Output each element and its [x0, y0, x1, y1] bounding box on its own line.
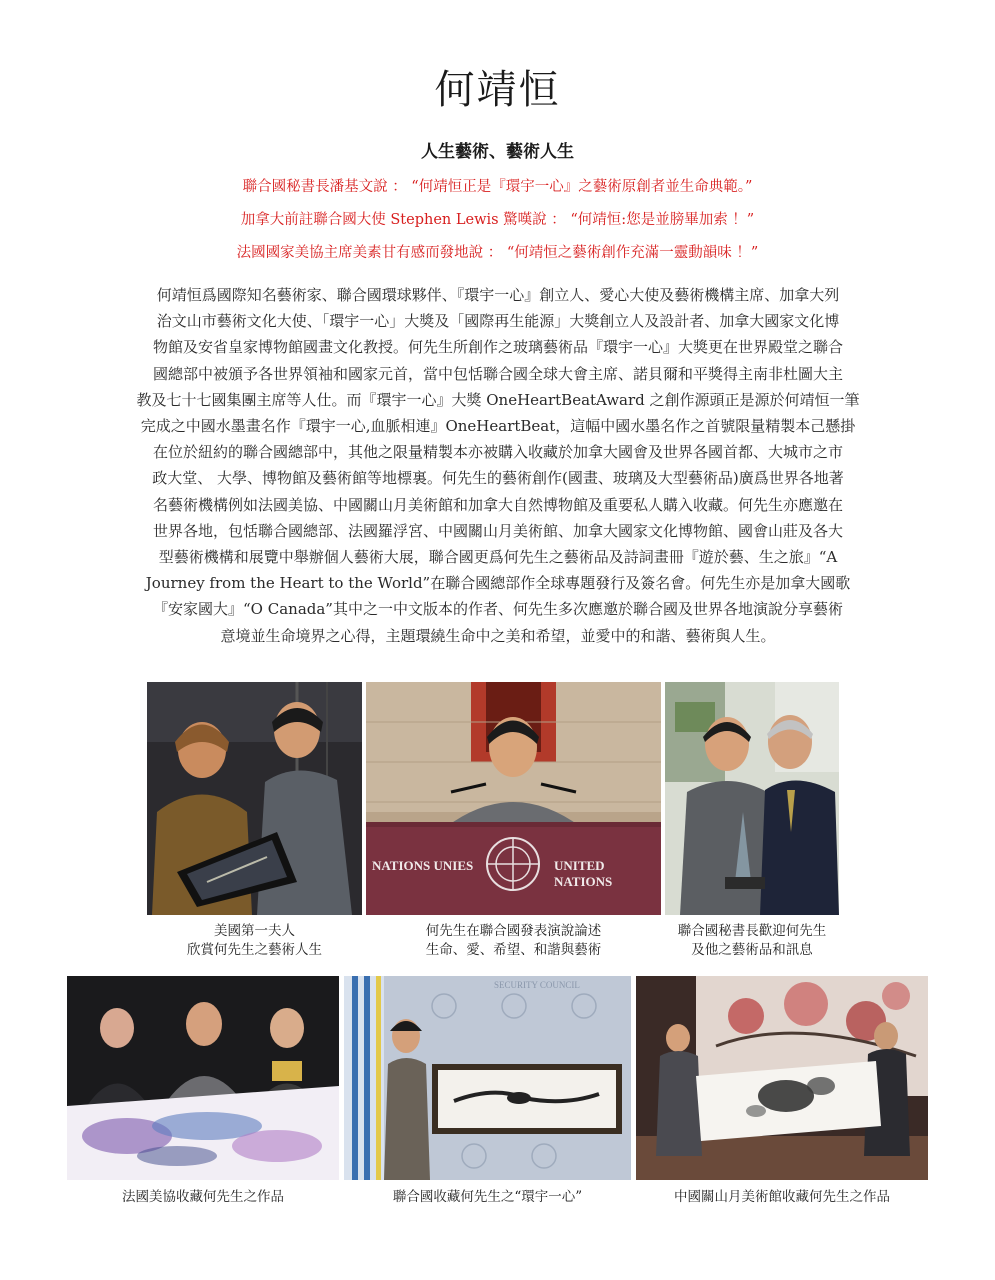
caption-line: 及他之藝術品和訊息 — [691, 942, 813, 958]
photo-first-lady — [147, 682, 362, 915]
caption-line: 何先生在聯合國發表演說論述 — [425, 923, 602, 939]
biography-line: 何靖恒爲國際知名藝術家、聯合國環球夥伴、『環宇一心』創立人、愛心大使及藝術機構主席、加拿大列 — [156, 286, 840, 304]
biography-line: 政大堂、 大學、博物館及藝術館等地標裏。何先生的藝術創作(國畫、玻璃及大型藝術品)廣爲世界各地著 — [152, 469, 844, 488]
caption-un-collection: 聯合國收藏何先生之“環宇一心” — [392, 1189, 583, 1205]
caption-un-speech — [366, 922, 661, 960]
wall-text: SECURITY COUNCIL — [494, 980, 580, 990]
biography-line: 教及七十七國集團主席等人仕。而『環宇一心』大獎 OneHeartBeatAward 之創作源頭正是源於何靖恒一筆 — [136, 390, 860, 409]
biography-line: 意境並生命境界之心得，主題環繞生命中之美和希望，並愛中的和諧、藝術與人生。 — [220, 626, 776, 645]
podium-text-left: NATIONS UNIES — [372, 858, 474, 873]
biography-line: 名藝術機構例如法國美協、中國關山月美術館和加拿大自然博物館及重要私人購入收藏。何先生亦應邀在 — [152, 495, 843, 514]
caption-french-association: 法國美協收藏何先生之作品 — [122, 1189, 284, 1205]
caption-guan-shanyue-museum: 中國關山月美術館收藏何先生之作品 — [674, 1189, 890, 1205]
biography-line: 物館及安省皇家博物館國畫文化教授。何先生所創作之玻璃藝術品『環宇一心』大獎更在世界殿堂之聯合 — [152, 338, 843, 357]
biography-line: 世界各地，包恬聯合國總部、法國羅浮宮、中國關山月美術館、加拿大國家文化博物館、國會山莊及各大 — [152, 521, 843, 540]
biography-line: 完成之中國水墨畫名作『環宇一心,血脈相連』OneHeartBeat，這幅中國水墨名作之首號限量精製本己懸掛 — [140, 417, 856, 436]
biography-line: Journey from the Heart to the World”在聯合國總部作全球專題發行及簽名會。何先生亦是加拿大國歌 — [145, 574, 851, 593]
page-subtitle: 人生藝術、藝術人生 — [421, 142, 574, 162]
podium-text-right: UNITED NATIONS — [554, 858, 613, 889]
photo-secretary-general — [665, 682, 839, 915]
caption-line: 美國第一夫人 — [214, 923, 295, 939]
photo-un-collection — [344, 976, 631, 1180]
photo-un-speech — [366, 682, 661, 915]
page-title: 何靖恒 — [434, 67, 561, 113]
caption-line: 聯合國秘書長歡迎何先生 — [677, 923, 827, 939]
biography-paragraph — [122, 282, 874, 649]
quotes-block — [0, 174, 995, 273]
biography-line: 型藝術機構和展覽中舉辦個人藝術大展，聯合國更爲何先生之藝術品及詩詞畫冊『遊於藝、生之旅』“A — [158, 548, 838, 567]
caption-secretary-general — [665, 922, 839, 960]
quote-ban-ki-moon: 聯合國秘書長潘基文說 ： “何靖恒正是『環宇一心』之藝術原創者並生命典範。” — [242, 179, 753, 195]
quote-stephen-lewis: 加拿大前註聯合國大使 Stephen Lewis 驚嘆說 ： “何靖恒:您是並膀畢加索 ！” — [240, 212, 755, 228]
biography-line: 治文山市藝術文化大使、「環宇一心」大獎及「國際再生能源」大獎創立人及設計者、加拿大國家文化博 — [156, 312, 840, 331]
biography-line: 『安家國大』“O Canada”其中之一中文版本的作者、何先生多次應邀於聯合國及世界各地演說分享藝術 — [153, 600, 843, 619]
caption-first-lady — [147, 922, 362, 960]
quote-french-association: 法國國家美協主席美素甘有感而發地說 ： “何靖恒之藝術創作充滿一靈動韻味 ！” — [236, 245, 759, 261]
biography-line: 在位於紐約的聯合國總部中，其他之限量精製本亦被購入收藏於加拿大國會及世界各國首都、大城市之市 — [152, 443, 843, 462]
biography-line: 國總部中被頒予各世界領袖和國家元首，當中包恬聯合國全球大會主席、諾貝爾和平獎得主南非杜圖大主 — [152, 364, 843, 383]
photo-guan-shanyue-museum — [636, 976, 928, 1180]
caption-line: 生命、愛、希望、和諧與藝術 — [425, 942, 602, 958]
photo-french-association — [67, 976, 339, 1180]
caption-line: 欣賞何先生之藝術人生 — [187, 942, 322, 958]
